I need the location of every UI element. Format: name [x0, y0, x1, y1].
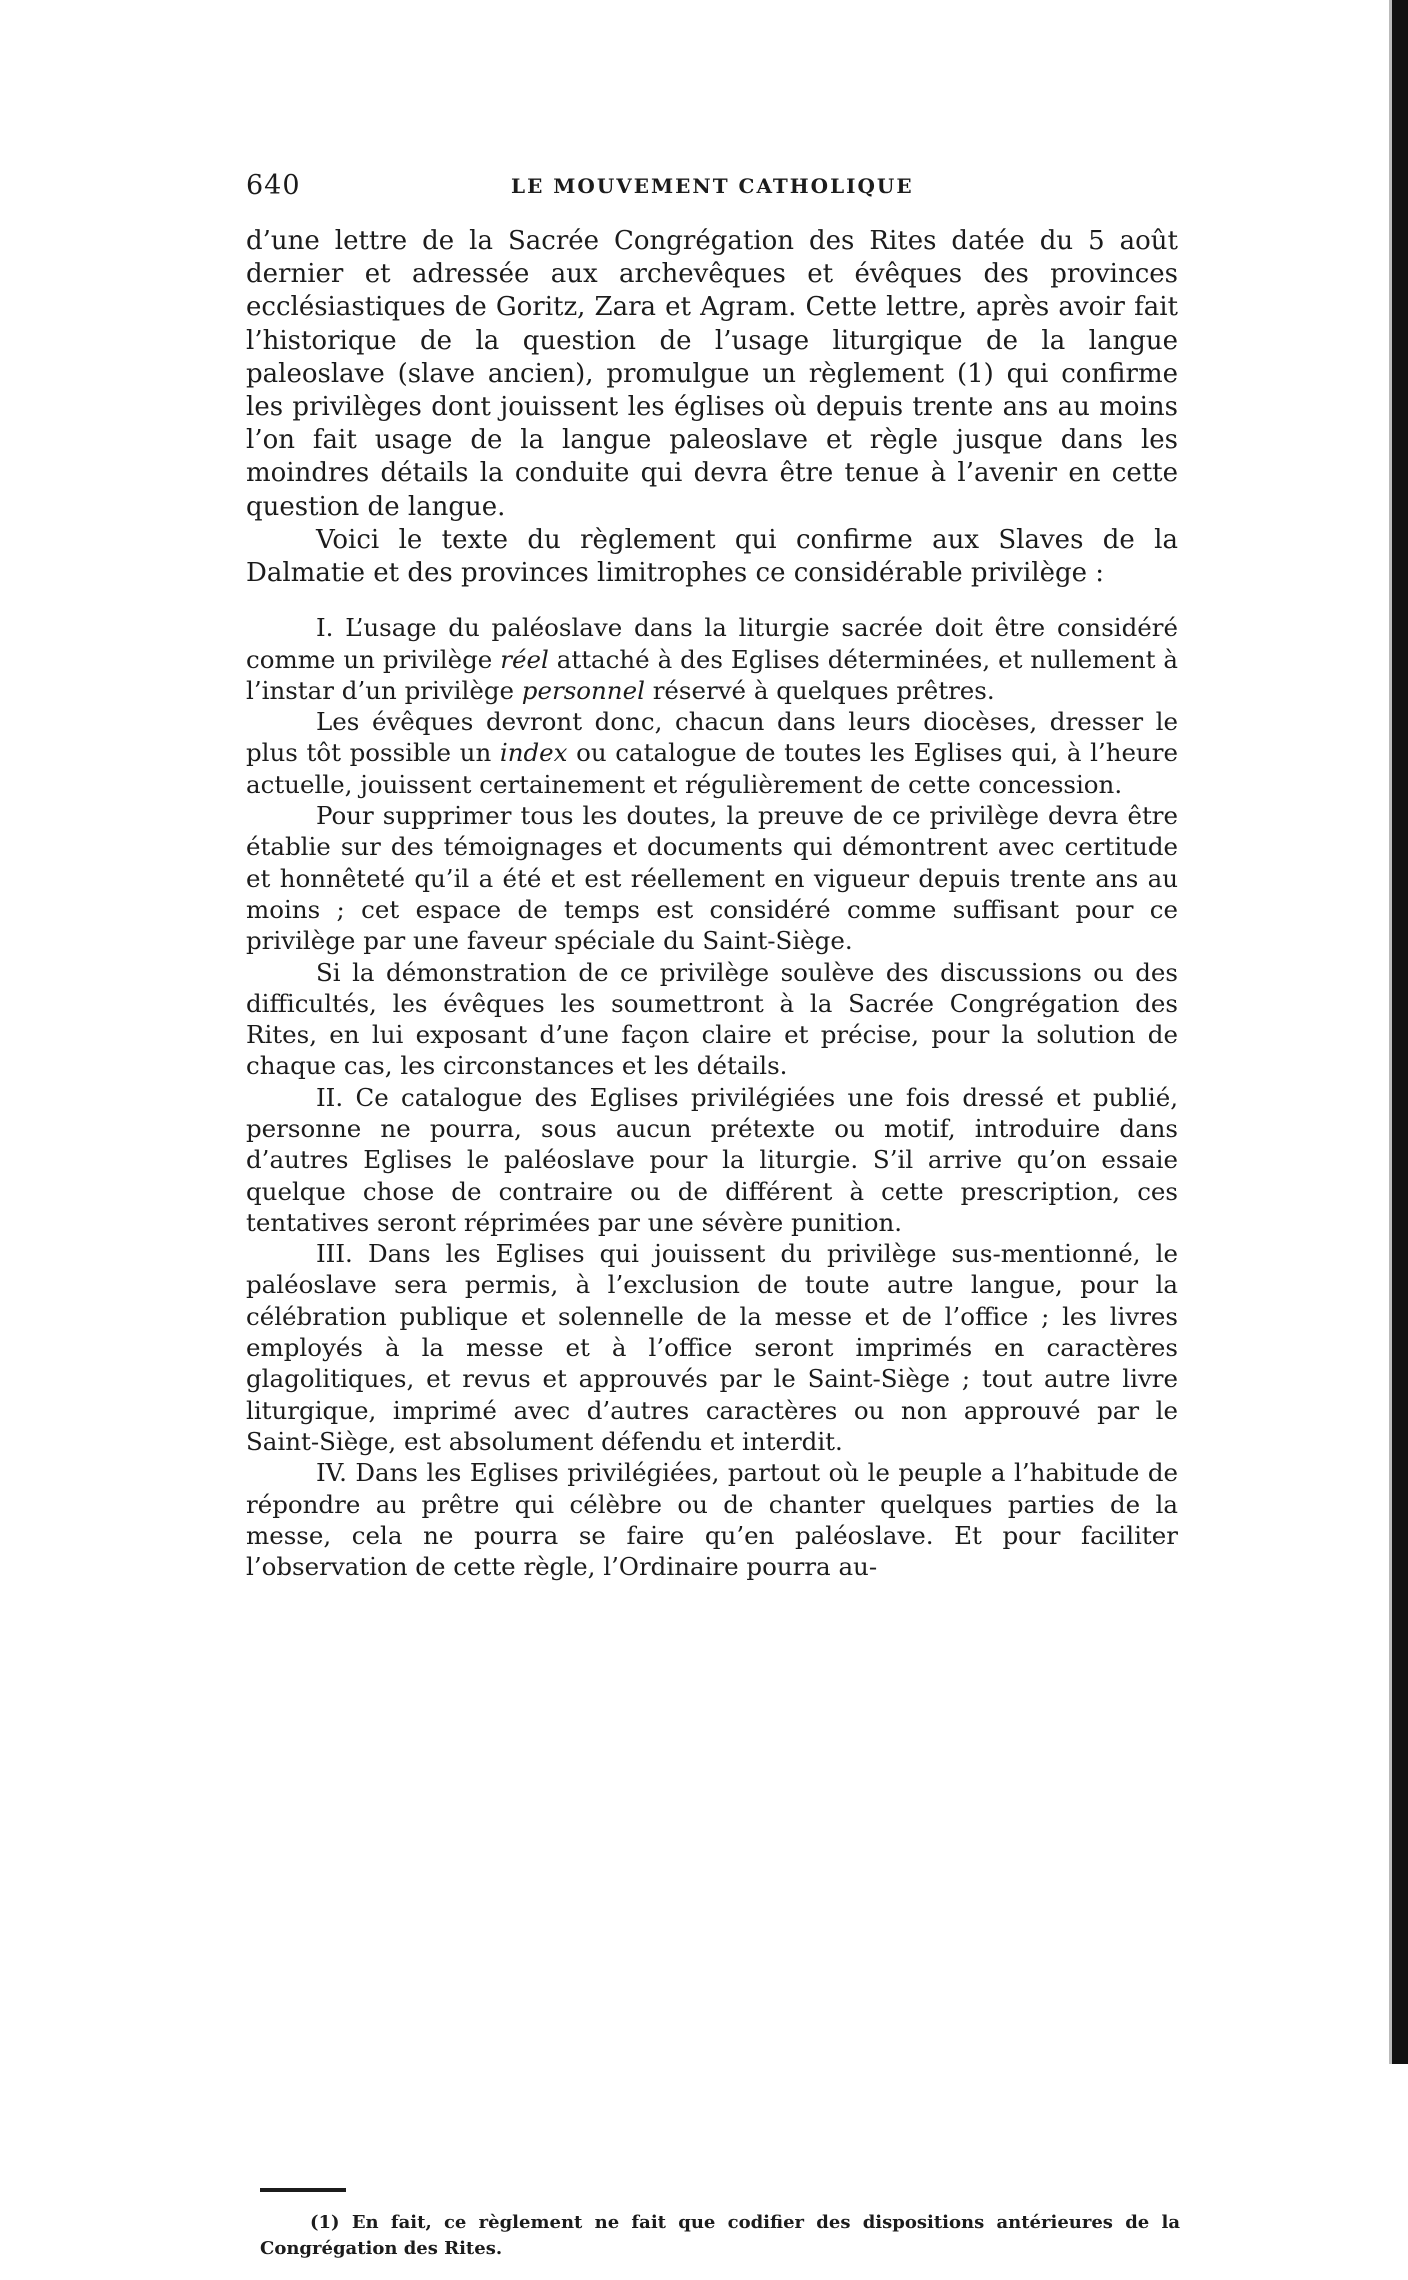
page-header — [246, 170, 1176, 210]
footnote-divider — [260, 2188, 346, 2192]
footnote-area — [260, 2188, 1180, 2280]
rule-article-i: I. L’usage du paléoslave dans la liturgie sacrée doit être considéré comme un privilège réel attaché à des Eglises déterminées, et nullement à l’instar d’un privilège personnel réservé à quelques prêtres. — [246, 613, 1179, 705]
running-title: LE MOUVEMENT CATHOLIQUE — [511, 174, 914, 198]
page-edge — [1392, 0, 1408, 2064]
paragraph-intro: d’une lettre de la Sacrée Congrégation des Rites datée du 5 août dernier et adressée aux archevêques et évêques des provinces ecclésiastiques de Goritz, Zara et Agram. Cette lettre, après avoir fait l’historique de la question de l’usage liturgique de la langue paleoslave (slave ancien), promulgue un règlement (1) qui confirme les privilèges dont jouissent les églises où depuis trente ans au moins l’on fait usage de la langue paleoslave et règle jusque dans les moindres détails la conduite qui devra être tenue à l’avenir en cette question de langue. — [246, 226, 1178, 522]
rule-article-iv: IV. Dans les Eglises privilégiées, partout où le peuple a l’habitude de répondre au prêtre qui célèbre ou de chanter quelques parties de la messe, cela ne pourra se faire qu’en paléoslave. Et pour faciliter l’observation de cette règle, l’Ordinaire pourra au- — [246, 1458, 1178, 1582]
rule-article-ii: II. Ce catalogue des Eglises privilégiées une fois dressé et publié, personne ne pourra, sous aucun prétexte ou motif, introduire dans d’autres Eglises le paléoslave pour la liturgie. S’il arrive qu’on essaie quelque chose de contraire ou de différent à cette prescription, ces tentatives seront réprimées par une sévère punition. — [246, 1082, 1178, 1237]
rule-article-i-catalogue: Les évêques devront donc, chacun dans leurs diocèses, dresser le plus tôt possible un index ou catalogue de toutes les Eglises qui, à l’heure actuelle, jouissent certainement et régulièrement de cette concession. — [246, 707, 1178, 799]
rule-article-i-proof: Pour supprimer tous les doutes, la preuve de ce privilège devra être établie sur des témoignages et documents qui démontrent avec certitude et honnêteté qu’il a été et est réellement en vigueur depuis trente ans au moins ; cet espace de temps est considéré comme suffisant pour ce privilège par une faveur spéciale du Saint-Siège. — [246, 801, 1178, 956]
rule-article-iii: III. Dans les Eglises qui jouissent du privilège sus-mentionné, le paléoslave sera permis, à l’exclusion de toute autre langue, pour la célébration publique et solennelle de la messe et de l’office ; les livres employés à la messe et à l’office seront imprimés en caractères glagolitiques, et revus et approuvés par le Saint-Siège ; tout autre livre liturgique, imprimé avec d’autres caractères ou non approuvé par le Saint-Siège, est absolument défendu et interdit. — [246, 1239, 1178, 1456]
rule-text — [246, 612, 1178, 1582]
paragraph-quote-intro: Voici le texte du règlement qui confirme aux Slaves de la Dalmatie et des provinces limitrophes ce considérable privilège : — [246, 524, 1178, 589]
rule-article-i-disputes: Si la démonstration de ce privilège soulève des discussions ou des difficultés, les évêques les soumettront à la Sacrée Congrégation des Rites, en lui exposant d’une façon claire et précise, pour la solution de chaque cas, les circonstances et les détails. — [246, 957, 1178, 1081]
footnote-1: (1) En fait, ce règlement ne fait que codifier des dispositions antérieures de la Congrégation des Rites. — [260, 2212, 1180, 2259]
page-number: 640 — [246, 170, 301, 201]
body-text — [246, 225, 1178, 1582]
